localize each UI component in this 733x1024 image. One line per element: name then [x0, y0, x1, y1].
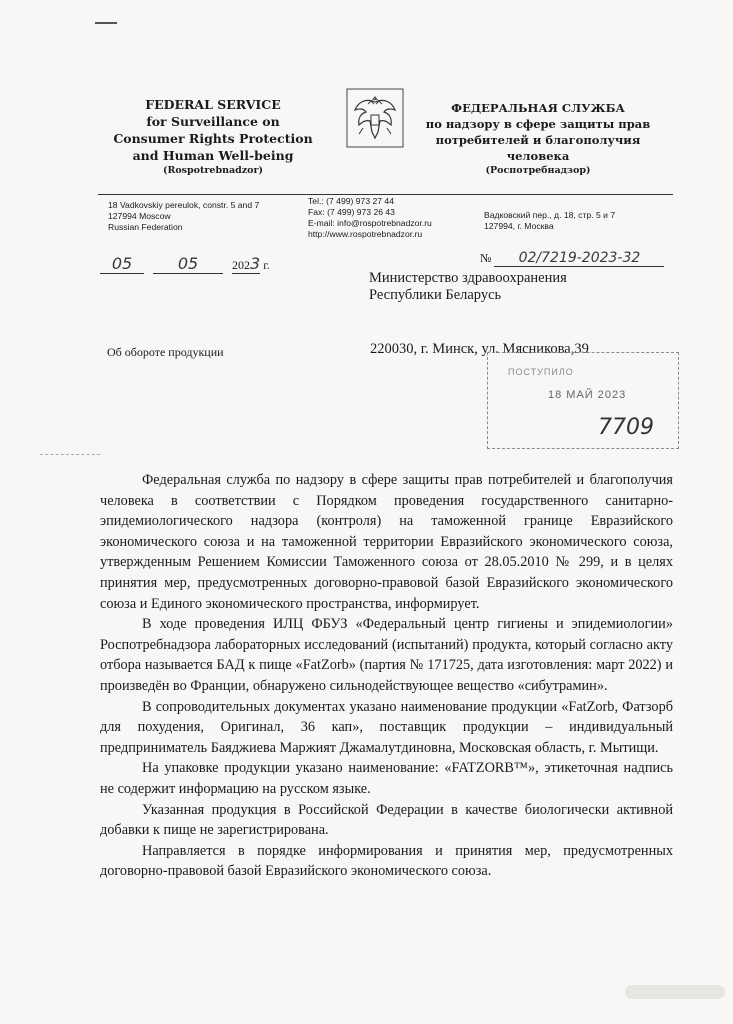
address-en-line1: 18 Vadkovskiy pereulok, constr. 5 and 7: [108, 200, 260, 210]
header-en-line3: Consumer Rights Protection: [113, 131, 313, 146]
header-ru-line4: человека: [506, 149, 570, 163]
body-paragraph: Указанная продукция в Российской Федерации в качестве биологически активной добавки к пище не зарегистрирована.: [100, 801, 673, 839]
header-en-line4: and Human Well-being: [132, 148, 294, 163]
coat-of-arms-icon: [346, 88, 404, 148]
scan-mark: [95, 22, 117, 24]
body-paragraph: В сопроводительных документах указано наименование продукции «FatZorb, Фатзорб для похудения, Оригинал, 36 кап», поставщик продукции – индивидуальный предприниматель Баяджиева Маржият Джамалутдиновна, Московская область, г. Мытищи.: [100, 698, 673, 756]
body-paragraph: Федеральная служба по надзору в сфере защиты прав потребителей и благополучия человека в соответствии с Порядком проведения государственного санитарно-эпидемиологического надзора (контроля) на таможенной границе Евразийского экономического союза и на таможенной территории Евразийского экономического союза, утвержденным Решением Комиссии Таможенного союза от 28.05.2010 № 299, и в целях принятия мер, предусмотренных договорно-правовой базой Евразийского экономического союза и Единого экономического пространства, информирует.: [100, 472, 673, 612]
stamp-date: 18 МАЙ 2023: [548, 389, 627, 401]
contact-fax: Fax: (7 499) 973 26 43: [308, 207, 395, 217]
date-day: 05: [100, 254, 144, 274]
address-russian: [484, 210, 684, 232]
addressee-line2: Республики Беларусь: [369, 287, 502, 303]
header-divider: [98, 194, 673, 195]
contact-email: E-mail: info@rospotrebnadzor.ru: [308, 218, 432, 228]
stamp-number: 7709: [598, 415, 654, 440]
header-english: [98, 96, 328, 177]
letter-subject: Об обороте продукции: [107, 345, 224, 359]
header-en-line2: for Surveillance on: [146, 114, 280, 129]
header-ru-line2: по надзору в сфере защиты прав: [425, 117, 651, 131]
incoming-stamp: [487, 352, 679, 449]
contact-web: http://www.rospotrebnadzor.ru: [308, 229, 423, 239]
reg-prefix: №: [480, 251, 492, 265]
scan-mark: [40, 454, 100, 456]
header-en-abbr: (Rospotrebnadzor): [162, 165, 264, 176]
addressee-line1: Министерство здравоохранения: [369, 270, 567, 286]
body-paragraph: В ходе проведения ИЛЦ ФБУЗ «Федеральный центр гигиены и эпидемиологии» Роспотребнадзора лабораторных исследований (испытаний) продукта, который согласно акту отбора называется БАД к пище «FatZorb» (партия № 171725, дата изготовления: март 2022) и произведён во Франции, обнаружено сильнодействующее вещество «сибутрамин».: [100, 616, 673, 694]
body-paragraph: На упаковке продукции указано наименование: «FATZORB™», этикеточная надпись не содержит информацию на русском языке.: [100, 760, 673, 797]
header-ru-abbr: (Роспотребнадзор): [485, 165, 591, 176]
contact-tel: Tel.: (7 499) 973 27 44: [308, 196, 394, 206]
addressee-address: 220030, г. Минск, ул. Мясникова,39: [370, 341, 589, 357]
address-english: [108, 200, 298, 233]
body-paragraph: Направляется в порядке информирования и принятия мер, предусмотренных договорно-правовой базой Евразийского экономического союза.: [100, 842, 673, 880]
header-ru-line3: потребителей и благополучия: [435, 133, 641, 147]
letter-body: [100, 470, 673, 882]
date-year-suffix: 3: [250, 254, 261, 273]
address-en-line2: 127994 Moscow: [108, 211, 171, 221]
contacts: [308, 196, 488, 240]
header-russian: [418, 100, 658, 177]
document-date: [100, 254, 270, 274]
address-ru-line2: 127994, г. Москва: [484, 221, 554, 231]
stamp-label: ПОСТУПИЛО: [508, 367, 574, 377]
addressee: [369, 270, 567, 304]
date-year-prefix: 202: [232, 258, 250, 272]
date-suffix: г.: [263, 258, 270, 272]
address-ru-line1: Вадковский пер., д. 18, стр. 5 и 7: [484, 210, 616, 220]
reg-value: 02/7219-2023-32: [494, 250, 664, 267]
address-en-line3: Russian Federation: [108, 222, 183, 232]
header-ru-title: ФЕДЕРАЛЬНАЯ СЛУЖБА: [451, 101, 625, 115]
header-en-title: FEDERAL SERVICE: [145, 97, 281, 112]
registration-number: [480, 250, 664, 267]
scan-smudge: [625, 985, 725, 999]
date-month: 05: [153, 254, 223, 274]
